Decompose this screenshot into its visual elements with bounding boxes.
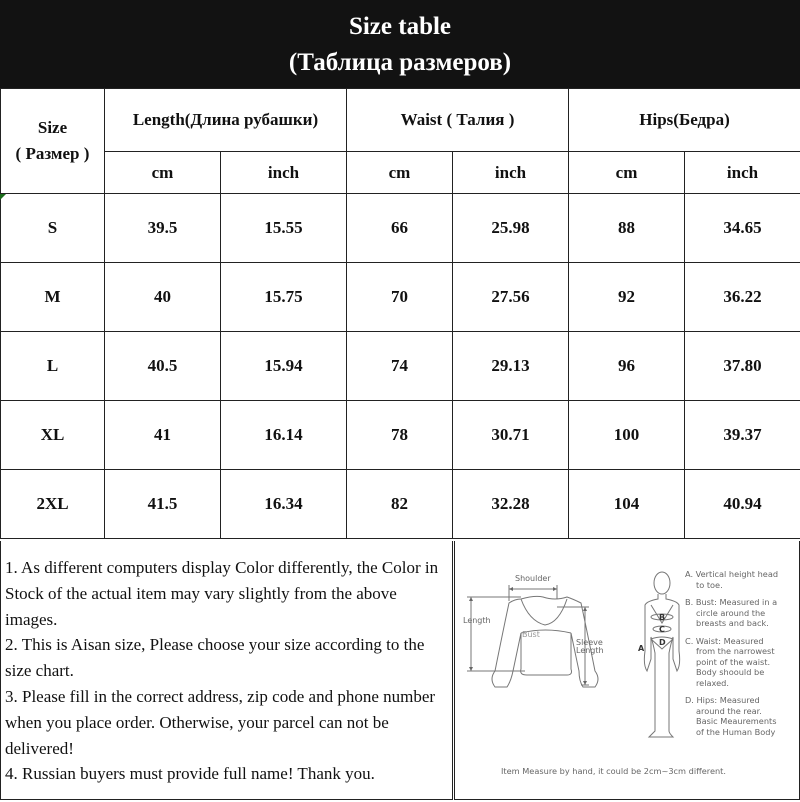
- legend-text: breasts and back.: [696, 618, 769, 628]
- table-cell: 70: [347, 263, 453, 332]
- table-cell: 96: [569, 332, 685, 401]
- legend-text: of the Human Body: [696, 726, 776, 737]
- size-label: XL: [1, 401, 105, 470]
- unit-header: cm: [347, 152, 453, 194]
- table-cell: 25.98: [453, 194, 569, 263]
- table-cell: 100: [569, 401, 685, 470]
- table-cell: 39.5: [105, 194, 221, 263]
- table-cell: 16.14: [221, 401, 347, 470]
- legend-text: point of the waist.: [696, 656, 771, 667]
- sleeve-label: Sleeve: [576, 638, 603, 647]
- table-cell: 29.13: [453, 332, 569, 401]
- table-cell: 37.80: [685, 332, 800, 401]
- table-cell: 16.34: [221, 470, 347, 539]
- table-cell: 15.75: [221, 263, 347, 332]
- legend-text: relaxed.: [696, 677, 729, 688]
- table-cell: 104: [569, 470, 685, 539]
- legend-text: from the narrowest: [696, 646, 775, 656]
- measurement-legend: [685, 569, 800, 744]
- legend-text: around the rear.: [696, 705, 762, 716]
- note-item: 2. This is Aisan size, Please choose your size according to the size chart.: [5, 635, 425, 681]
- measure-footnote: Item Measure by hand, it could be 2cm~3cm different.: [501, 766, 726, 776]
- length-group-header: Length(Длина рубашки): [105, 89, 347, 152]
- note-item: 3. Please fill in the correct address, zip code and phone number when you place order. Otherwise, your parcel can not be delivered!: [5, 686, 436, 758]
- table-row: [1, 401, 800, 470]
- note-item: 4. Russian buyers must provide full name! Thank you.: [5, 764, 375, 784]
- legend-text: Basic Meaurements: [696, 716, 777, 726]
- table-cell: 27.56: [453, 263, 569, 332]
- table-cell: 40: [105, 263, 221, 332]
- page-title: Size table: [348, 13, 452, 40]
- size-label: M: [1, 263, 105, 332]
- size-label: 2XL: [1, 470, 105, 539]
- shoulder-label: Shoulder: [515, 574, 551, 583]
- legend-text: Body shoould be: [696, 667, 765, 677]
- table-row: [1, 470, 800, 539]
- table-cell: 78: [347, 401, 453, 470]
- size-column-header: [1, 89, 105, 194]
- unit-header: inch: [221, 152, 347, 194]
- table-row: [1, 194, 800, 263]
- table-cell: 82: [347, 470, 453, 539]
- table-cell: 34.65: [685, 194, 800, 263]
- unit-header: inch: [685, 152, 800, 194]
- hips-group-header: Hips(Бедра): [569, 89, 800, 152]
- table-row: [1, 263, 800, 332]
- waist-group-header: Waist ( Талия ): [347, 89, 569, 152]
- legend-text: to toe.: [696, 579, 723, 590]
- table-cell: 36.22: [685, 263, 800, 332]
- legend-text: B. Bust: Measured in a: [685, 597, 778, 607]
- table-cell: 40.94: [685, 470, 800, 539]
- table-cell: 41: [105, 401, 221, 470]
- notes-panel: [0, 541, 453, 800]
- table-cell: 88: [569, 194, 685, 263]
- size-header-label-ru: ( Размер ): [15, 144, 90, 163]
- marker-d: D: [659, 638, 666, 647]
- note-item: 1. As different computers display Color differently, the Color in Stock of the actual item may vary slightly from the above images.: [5, 558, 439, 629]
- legend-text: D. Hips: Measured: [685, 695, 760, 705]
- unit-header: cm: [105, 152, 221, 194]
- measurement-diagram: [454, 541, 800, 800]
- marker-a: A: [638, 644, 645, 653]
- table-cell: 15.55: [221, 194, 347, 263]
- legend-c: [685, 636, 800, 689]
- table-cell: 32.28: [453, 470, 569, 539]
- table-cell: 15.94: [221, 332, 347, 401]
- legend-text: C. Waist: Measured: [685, 635, 764, 646]
- unit-header: cm: [569, 152, 685, 194]
- table-row: [1, 332, 800, 401]
- table-units-row: [1, 152, 800, 194]
- table-cell: 39.37: [685, 401, 800, 470]
- size-label: S: [1, 194, 105, 263]
- title-banner: [0, 0, 800, 88]
- length-label: Length: [463, 616, 491, 625]
- sleeve-length-label: Length: [576, 646, 604, 655]
- legend-d: [685, 695, 800, 737]
- legend-a: [685, 569, 800, 590]
- legend-text: circle around the: [696, 607, 766, 618]
- legend-text: A. Vertical height head: [685, 569, 779, 579]
- table-cell: 66: [347, 194, 453, 263]
- size-header-label: Size: [37, 118, 68, 137]
- marker-c: C: [659, 625, 665, 634]
- corner-marker: [0, 194, 6, 200]
- bust-label: Bust: [522, 630, 540, 639]
- unit-header: inch: [453, 152, 569, 194]
- table-cell: 92: [569, 263, 685, 332]
- marker-b: B: [659, 613, 666, 622]
- table-cell: 40.5: [105, 332, 221, 401]
- legend-b: [685, 597, 800, 629]
- table-cell: 30.71: [453, 401, 569, 470]
- size-table: [0, 88, 800, 539]
- page-subtitle: (Таблица размеров): [288, 49, 512, 76]
- table-cell: 41.5: [105, 470, 221, 539]
- size-label: L: [1, 332, 105, 401]
- table-header-row: [1, 89, 800, 152]
- table-cell: 74: [347, 332, 453, 401]
